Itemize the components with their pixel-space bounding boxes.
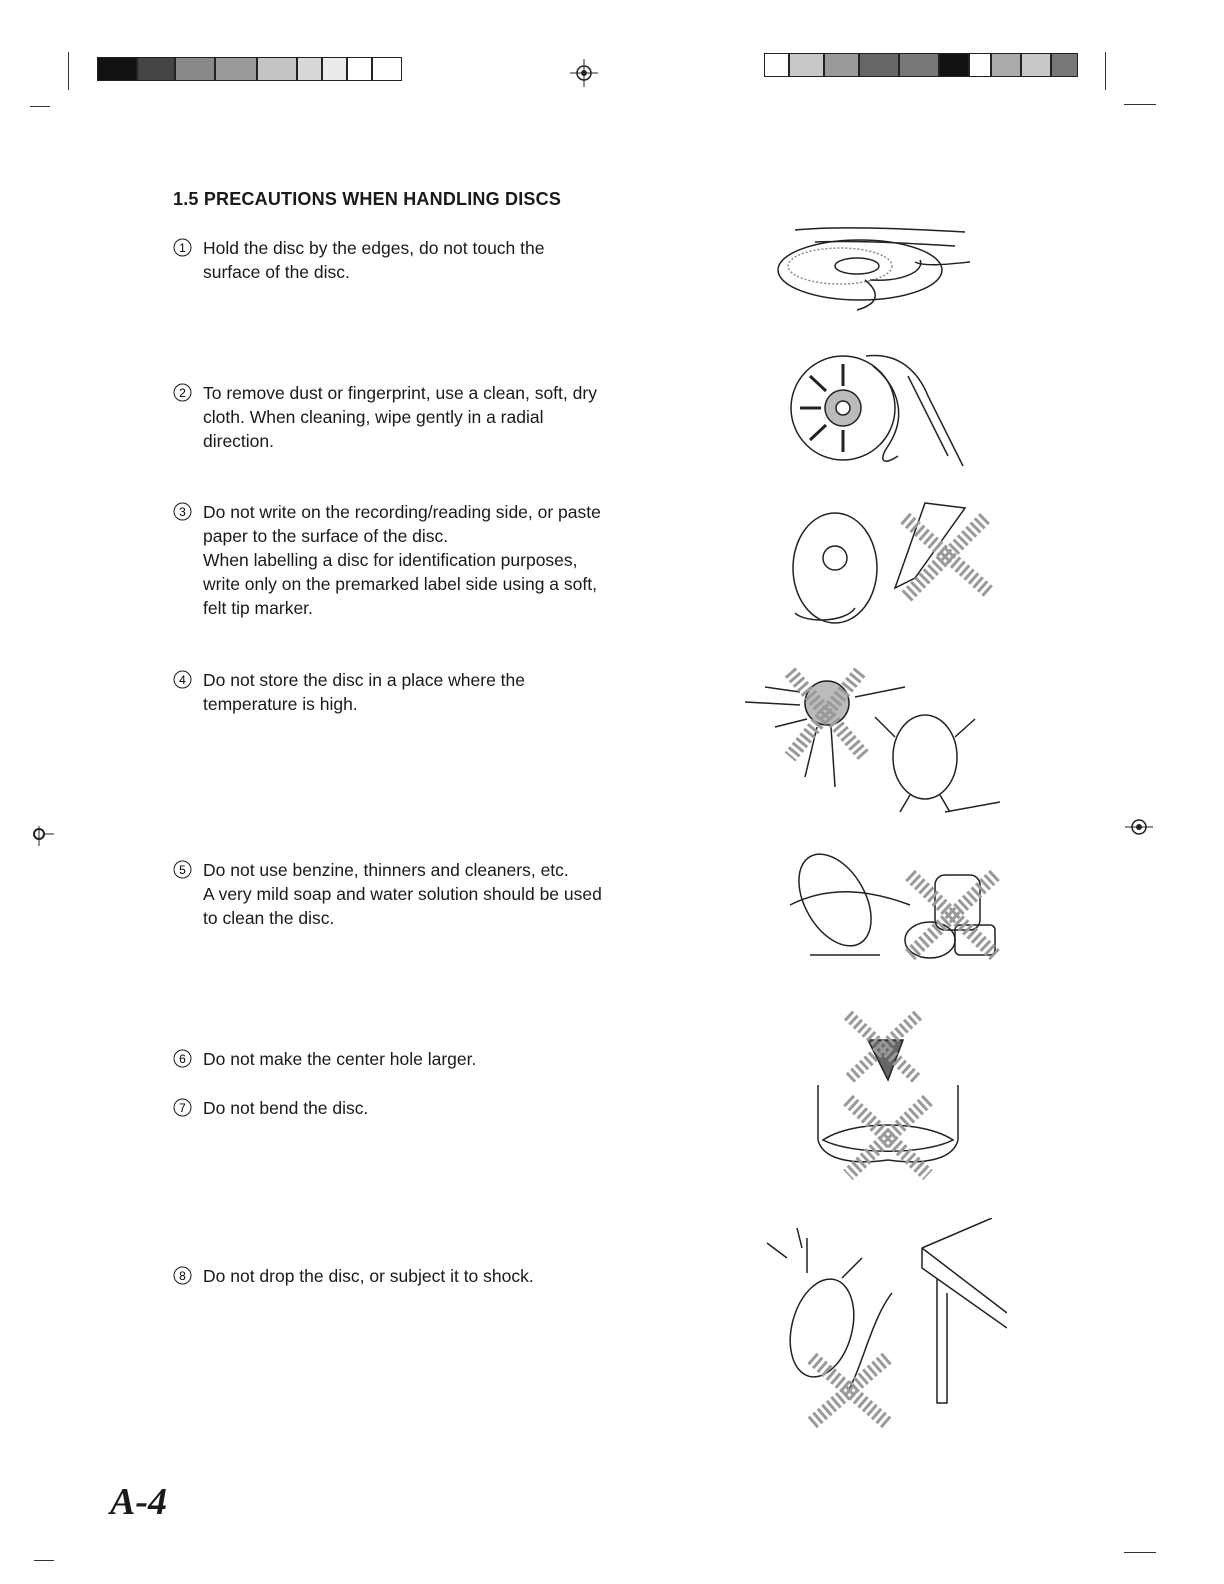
precaution-text-continued: When labelling a disc for identification purposes, write only on the premarked label side using a soft, felt tip marker. — [203, 550, 597, 618]
crop-mark-left — [68, 52, 69, 90]
svg-text:4: 4 — [179, 673, 186, 687]
crop-mark-right — [1105, 52, 1106, 90]
svg-text:2: 2 — [179, 386, 186, 400]
no-enlarge-or-bend-icon — [793, 1010, 983, 1190]
section-title: 1.5 PRECAUTIONS WHEN HANDLING DISCS — [173, 189, 562, 209]
precaution-item-4 — [173, 668, 603, 716]
no-solvents-icon — [770, 845, 1005, 970]
side-target-left-icon — [30, 822, 58, 855]
precaution-item-7 — [173, 1096, 603, 1120]
no-drop-icon — [752, 1218, 1007, 1433]
circled-number-1 — [173, 238, 192, 257]
precaution-text: Do not store the disc in a place where the temperature is high. — [203, 670, 525, 714]
color-bar-left — [97, 57, 402, 81]
page-number: A-4 — [110, 1481, 167, 1523]
precaution-text: Hold the disc by the edges, do not touch the surface of the disc. — [203, 238, 545, 282]
svg-text:6: 6 — [179, 1052, 186, 1066]
circled-number-8 — [173, 1266, 192, 1285]
svg-text:7: 7 — [179, 1101, 186, 1115]
crop-mark-bottom-right — [1124, 1552, 1156, 1553]
circled-number-5 — [173, 860, 192, 879]
crop-mark-top-right — [1124, 104, 1156, 105]
crop-mark-top-left — [30, 106, 50, 107]
svg-text:1: 1 — [179, 241, 186, 255]
precaution-text-continued: A very mild soap and water solution should be used to clean the disc. — [203, 884, 602, 928]
circled-number-6 — [173, 1049, 192, 1068]
no-writing-on-disc-icon — [775, 498, 995, 633]
circled-number-3 — [173, 502, 192, 521]
precaution-item-6 — [173, 1047, 603, 1071]
precaution-text: Do not make the center hole larger. — [203, 1049, 477, 1069]
precaution-item-5 — [173, 858, 603, 930]
circled-number-4 — [173, 670, 192, 689]
registration-target-icon — [566, 55, 602, 96]
hand-holding-disc-icon — [775, 222, 975, 322]
svg-text:3: 3 — [179, 505, 186, 519]
precaution-text: To remove dust or fingerprint, use a clean, soft, dry cloth. When cleaning, wipe gently in a radial direction. — [203, 383, 597, 451]
precaution-item-3 — [173, 500, 603, 620]
precaution-text: Do not use benzine, thinners and cleaners, etc. — [203, 860, 569, 880]
precaution-item-1 — [173, 236, 603, 284]
precaution-text: Do not write on the recording/reading side, or paste paper to the surface of the disc. — [203, 502, 601, 546]
color-bar-right — [764, 53, 1078, 77]
wiping-disc-icon — [788, 346, 973, 476]
side-target-right-icon — [1123, 813, 1155, 846]
precaution-text: Do not bend the disc. — [203, 1098, 369, 1118]
circled-number-7 — [173, 1098, 192, 1117]
precaution-item-2 — [173, 381, 603, 453]
no-heat-icon — [745, 667, 1005, 822]
crop-mark-bottom-left — [34, 1560, 54, 1561]
precaution-text: Do not drop the disc, or subject it to shock. — [203, 1266, 534, 1286]
precaution-item-8 — [173, 1264, 603, 1288]
circled-number-2 — [173, 383, 192, 402]
svg-text:8: 8 — [179, 1269, 186, 1283]
svg-text:5: 5 — [179, 863, 186, 877]
